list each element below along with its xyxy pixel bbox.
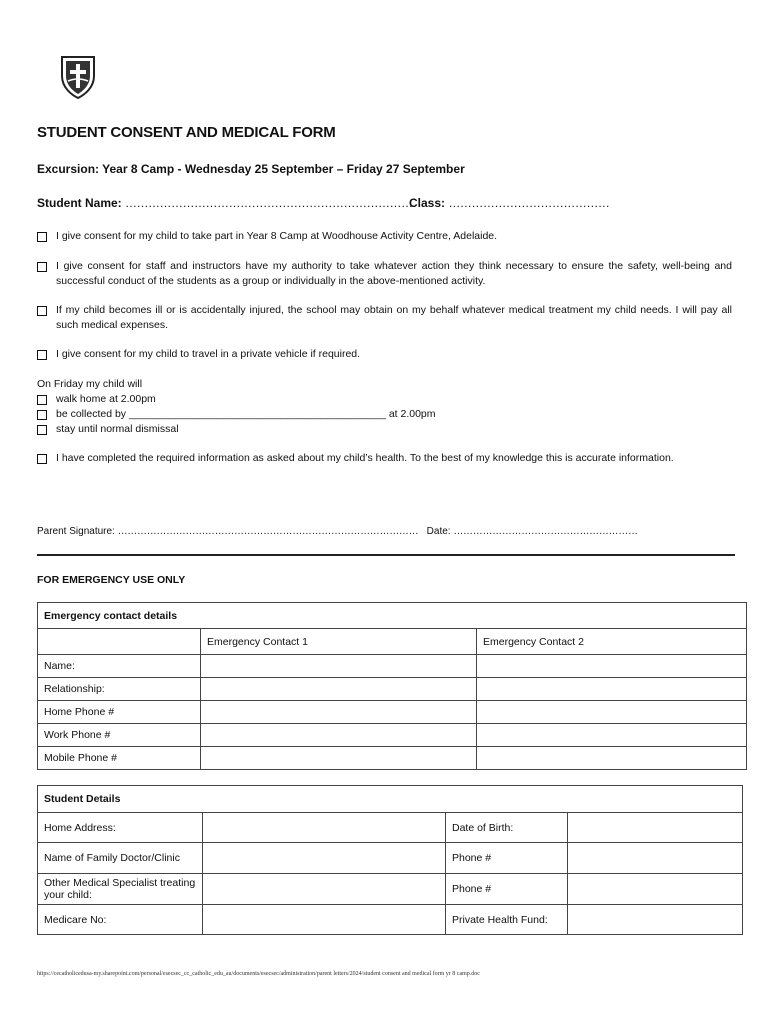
specialist-phone-cell[interactable]	[568, 874, 743, 905]
friday-option-walk-text: walk home at 2.00pm	[56, 393, 156, 405]
row-label-relationship: Relationship:	[38, 678, 201, 701]
contact1-home-phone-cell[interactable]	[201, 701, 477, 724]
consent-text-1: I give consent for my child to take part in Year 8 Camp at Woodhouse Activity Centre, Adelaide.	[56, 230, 498, 242]
contact1-work-phone-cell[interactable]	[201, 724, 477, 747]
school-crest-logo	[58, 54, 98, 100]
contact2-relationship-cell[interactable]	[477, 678, 747, 701]
contact2-mobile-phone-cell[interactable]	[477, 747, 747, 770]
student-name-label: Student Name:	[37, 196, 122, 210]
student-name-field[interactable]	[37, 196, 415, 210]
section-divider	[37, 554, 735, 556]
contact1-relationship-cell[interactable]	[201, 678, 477, 701]
friday-checkbox-stay[interactable]	[37, 425, 47, 435]
consent-item-3	[37, 303, 732, 333]
date-of-birth-cell[interactable]	[568, 813, 743, 843]
contact2-work-phone-cell[interactable]	[477, 724, 747, 747]
parent-signature-label: Parent Signature:	[37, 526, 115, 537]
date-of-birth-label: Date of Birth:	[446, 813, 568, 843]
emergency-col-2: Emergency Contact 2	[477, 629, 747, 655]
parent-signature-field[interactable]: …………………………………………………………………………………	[117, 526, 419, 537]
friday-checkbox-collected[interactable]	[37, 410, 47, 420]
friday-option-walk	[37, 392, 436, 407]
consent-text-5: I have completed the required information as asked about my child’s health. To the best of my knowledge this is accurate information.	[56, 452, 674, 464]
health-fund-cell[interactable]	[568, 905, 743, 935]
consent-checkbox-4[interactable]	[37, 350, 47, 360]
form-title: STUDENT CONSENT AND MEDICAL FORM	[37, 124, 336, 141]
consent-checkbox-5[interactable]	[37, 454, 47, 464]
other-specialist-cell[interactable]	[203, 874, 446, 905]
class-field[interactable]	[409, 196, 609, 210]
consent-text-3: If my child becomes ill or is accidentally injured, the school may obtain on my behalf whatever medical treatment my child needs. I will pay all such medical expenses.	[56, 304, 732, 331]
medicare-cell[interactable]	[203, 905, 446, 935]
row-label-home-phone: Home Phone #	[38, 701, 201, 724]
friday-intro: On Friday my child will	[37, 378, 143, 390]
class-dots: ……………………………………	[448, 196, 610, 210]
contact2-name-cell[interactable]	[477, 655, 747, 678]
contact2-home-phone-cell[interactable]	[477, 701, 747, 724]
family-doctor-label: Name of Family Doctor/Clinic	[38, 843, 203, 874]
excursion-line: Excursion: Year 8 Camp - Wednesday 25 September – Friday 27 September	[37, 162, 465, 176]
friday-option-collected	[37, 407, 436, 422]
emergency-header-blank	[38, 629, 201, 655]
emergency-heading: FOR EMERGENCY USE ONLY	[37, 574, 186, 586]
consent-item-1	[37, 229, 732, 244]
contact1-name-cell[interactable]	[201, 655, 477, 678]
consent-text-4: I give consent for my child to travel in a private vehicle if required.	[56, 348, 361, 360]
doctor-phone-label: Phone #	[446, 843, 568, 874]
consent-item-5	[37, 451, 732, 466]
contact1-mobile-phone-cell[interactable]	[201, 747, 477, 770]
student-details-table	[37, 785, 743, 935]
health-fund-label: Private Health Fund:	[446, 905, 568, 935]
friday-option-collected-text: be collected by ____________________________________________ at 2.00pm	[56, 408, 436, 420]
date-field[interactable]: …………………………………………………	[453, 526, 638, 537]
friday-option-stay	[37, 422, 436, 437]
student-name-dots: ………………………………………………………………….	[125, 196, 416, 210]
student-details-title: Student Details	[38, 786, 743, 813]
other-specialist-label: Other Medical Specialist treating your child:	[38, 874, 203, 905]
specialist-phone-label: Phone #	[446, 874, 568, 905]
class-label: Class:	[409, 196, 446, 210]
consent-checkbox-3[interactable]	[37, 306, 47, 316]
home-address-label: Home Address:	[38, 813, 203, 843]
friday-options	[37, 377, 436, 437]
row-label-name: Name:	[38, 655, 201, 678]
emergency-col-1: Emergency Contact 1	[201, 629, 477, 655]
friday-option-stay-text: stay until normal dismissal	[56, 423, 179, 435]
friday-checkbox-walk[interactable]	[37, 395, 47, 405]
emergency-table-title: Emergency contact details	[38, 603, 747, 629]
row-label-work-phone: Work Phone #	[38, 724, 201, 747]
doctor-phone-cell[interactable]	[568, 843, 743, 874]
signature-line	[37, 526, 638, 537]
date-label: Date:	[426, 526, 451, 537]
consent-text-2: I give consent for staff and instructors have my authority to take whatever action they think necessary to ensure the safety, well-being and successful conduct of the students as a group or individually in the above-mentioned activity.	[56, 260, 732, 287]
consent-item-2	[37, 259, 732, 289]
medicare-label: Medicare No:	[38, 905, 203, 935]
emergency-contact-table	[37, 602, 747, 770]
consent-checkbox-2[interactable]	[37, 262, 47, 272]
family-doctor-cell[interactable]	[203, 843, 446, 874]
home-address-cell[interactable]	[203, 813, 446, 843]
consent-item-4	[37, 347, 732, 362]
row-label-mobile-phone: Mobile Phone #	[38, 747, 201, 770]
consent-checkbox-1[interactable]	[37, 232, 47, 242]
footer-path: https://cecatholicedusa-my.sharepoint.com/personal/esecsec_cc_catholic_edu_au/documents/esecsec/administration/parent letters/2024/student consent and medical form yr 8 camp.doc	[37, 971, 480, 977]
